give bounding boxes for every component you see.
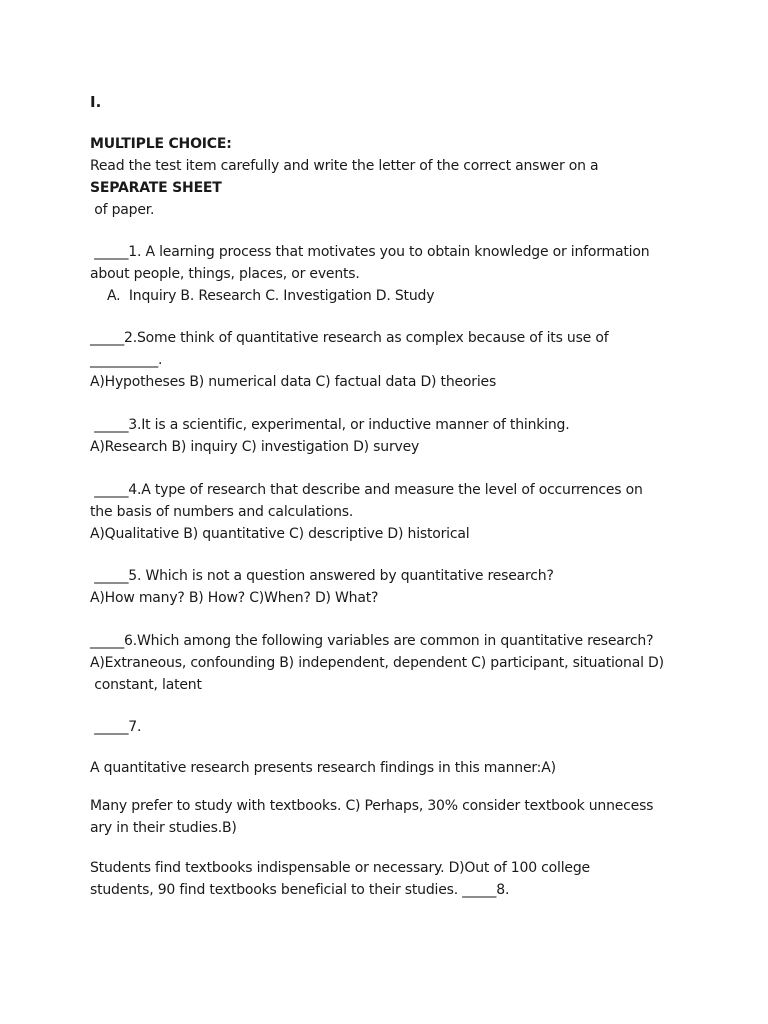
instructions-text-end: of paper. <box>90 202 155 218</box>
question-4 <box>90 479 643 545</box>
question-5-text: _____5. Which is not a question answered by quantitative research? <box>90 568 554 584</box>
question-2-choices: A)Hypotheses B) numerical data C) factual data D) theories <box>90 374 497 390</box>
question-6-choices-cont: constant, latent <box>90 677 202 693</box>
question-6 <box>90 630 664 696</box>
question-4-text-cont: the basis of numbers and calculations. <box>90 504 354 520</box>
question-2 <box>90 327 608 393</box>
question-4-text: _____4.A type of research that describe and measure the level of occurrences on <box>90 482 643 498</box>
question-7 <box>90 716 141 738</box>
instructions <box>90 133 598 221</box>
question-1 <box>90 241 649 307</box>
paragraph-1 <box>90 757 556 779</box>
question-1-text: _____1. A learning process that motivates you to obtain knowledge or information <box>90 244 650 260</box>
question-1-choices: A. Inquiry B. Research C. Investigation D. Study <box>90 288 435 304</box>
instructions-heading: MULTIPLE CHOICE: <box>90 136 232 152</box>
question-5-choices: A)How many? B) How? C)When? D) What? <box>90 590 379 606</box>
section-number: I. <box>90 93 102 111</box>
paragraph-1-text: A quantitative research presents research findings in this manner:A) <box>90 760 556 776</box>
paragraph-3-text: Students find textbooks indispensable or necessary. D)Out of 100 college <box>90 860 590 876</box>
instructions-text: Read the test item carefully and write the letter of the correct answer on a <box>90 158 599 174</box>
question-3 <box>90 414 569 458</box>
paragraph-3-text-cont: students, 90 find textbooks beneficial to their studies. _____8. <box>90 882 510 898</box>
question-7-text: _____7. <box>90 719 142 735</box>
instructions-emphasis: SEPARATE SHEET <box>90 180 222 196</box>
question-4-choices: A)Qualitative B) quantitative C) descriptive D) historical <box>90 526 470 542</box>
paragraph-2-text: Many prefer to study with textbooks. C) Perhaps, 30% consider textbook unnecess <box>90 798 654 814</box>
paragraph-2-text-cont: ary in their studies.B) <box>90 820 237 836</box>
question-3-choices: A)Research B) inquiry C) investigation D) survey <box>90 439 420 455</box>
question-6-choices: A)Extraneous, confounding B) independent, dependent C) participant, situational D) <box>90 655 664 671</box>
question-1-text-cont: about people, things, places, or events. <box>90 266 360 282</box>
question-2-text: _____2.Some think of quantitative research as complex because of its use of <box>90 330 609 346</box>
question-2-blank: __________. <box>90 352 163 368</box>
question-5 <box>90 565 554 609</box>
paragraph-3 <box>90 857 590 901</box>
question-6-text: _____6.Which among the following variables are common in quantitative research? <box>90 633 654 649</box>
question-3-text: _____3.It is a scientific, experimental, or inductive manner of thinking. <box>90 417 570 433</box>
paragraph-2 <box>90 795 653 839</box>
